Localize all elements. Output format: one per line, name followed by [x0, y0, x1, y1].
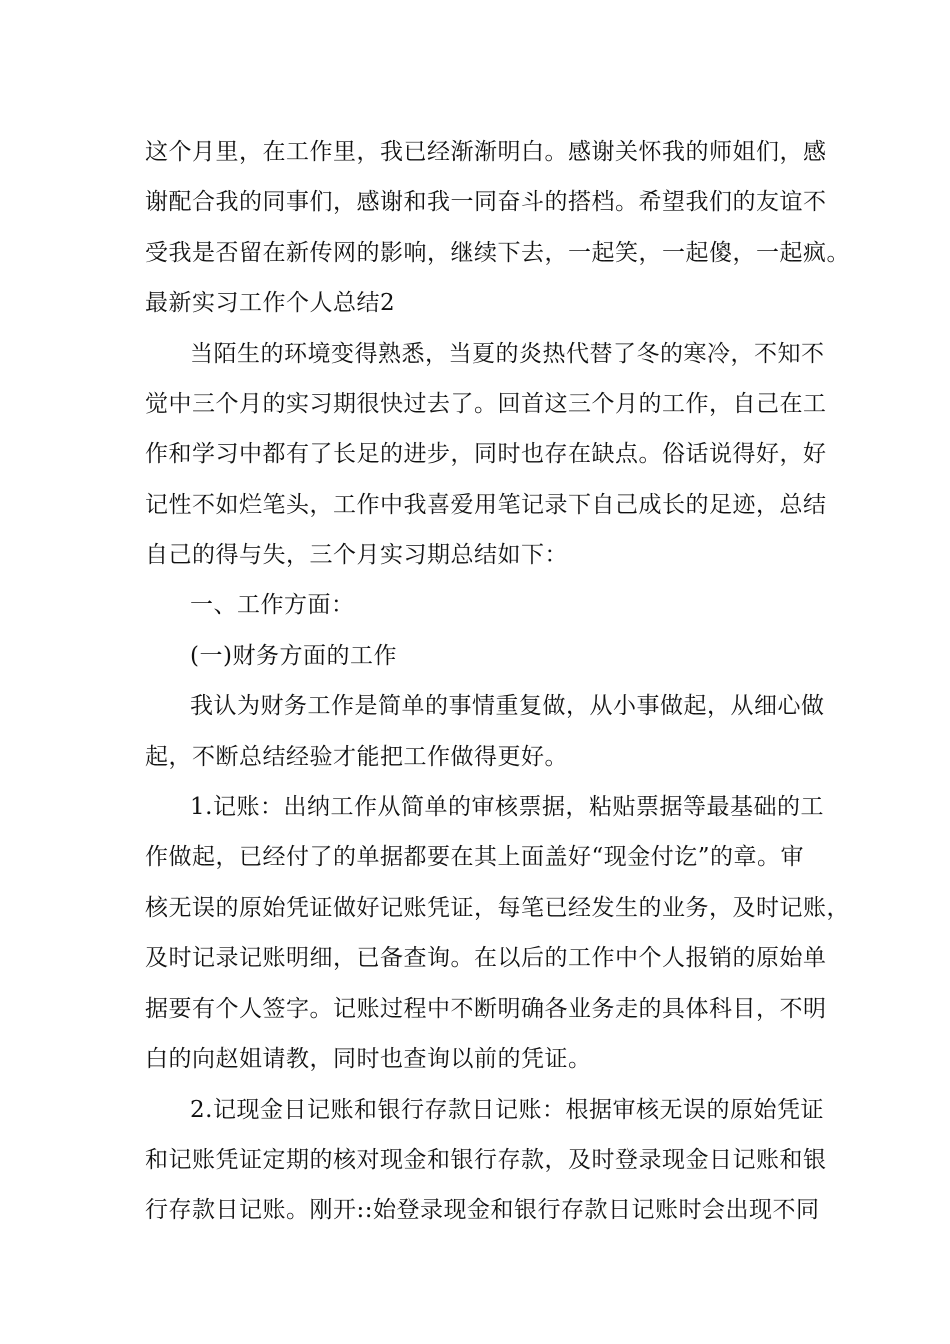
body-text-line: 受我是否留在新传网的影响，继续下去，一起笑，一起傻，一起疯。 [145, 240, 850, 266]
body-text-line: 自己的得与失，三个月实习期总结如下： [145, 542, 568, 568]
body-text-line: 白的向赵姐请教，同时也查询以前的凭证。 [145, 1046, 592, 1072]
body-text-line: 及时记录记账明细，已备查询。在以后的工作中个人报销的原始单 [145, 945, 827, 971]
body-text-line: 谢配合我的同事们，感谢和我一同奋斗的搭档。希望我们的友谊不 [145, 189, 827, 215]
body-text-line: 起，不断总结经验才能把工作做得更好。 [145, 744, 568, 770]
body-text-line: 觉中三个月的实习期很快过去了。回首这三个月的工作，自己在工 [145, 391, 827, 417]
body-text-line: 这个月里，在工作里，我已经渐渐明白。感谢关怀我的师姐们，感 [145, 139, 827, 165]
body-text-line: 和记账凭证定期的核对现金和银行存款，及时登录现金日记账和银 [145, 1147, 827, 1173]
body-text-line: 当陌生的环境变得熟悉，当夏的炎热代替了冬的寒冷，不知不 [190, 341, 825, 367]
subheading: 一、工作方面： [190, 592, 355, 618]
body-text-line: 核无误的原始凭证做好记账凭证，每笔已经发生的业务，及时记账， [145, 895, 850, 921]
body-text-line: 我认为财务工作是简单的事情重复做，从小事做起，从细心做 [190, 693, 825, 719]
subheading: (一)财务方面的工作 [190, 643, 397, 669]
body-text-line: 作和学习中都有了长足的进步，同时也存在缺点。俗话说得好，好 [145, 441, 827, 467]
body-text-line: 据要有个人签字。记账过程中不断明确各业务走的具体科目，不明 [145, 996, 827, 1022]
body-text-line: 作做起，已经付了的单据都要在其上面盖好“现金付讫”的章。审 [145, 844, 805, 870]
body-text-line: 记性不如烂笔头，工作中我喜爱用笔记录下自己成长的足迹，总结 [145, 492, 827, 518]
body-text-line: 1.记账：出纳工作从简单的审核票据，粘贴票据等最基础的工 [190, 794, 824, 820]
body-text-line: 行存款日记账。刚开::始登录现金和银行存款日记账时会出现不同 [145, 1197, 820, 1223]
section-heading: 最新实习工作个人总结2 [145, 290, 396, 316]
body-text-line: 2.记现金日记账和银行存款日记账：根据审核无误的原始凭证 [190, 1097, 824, 1123]
